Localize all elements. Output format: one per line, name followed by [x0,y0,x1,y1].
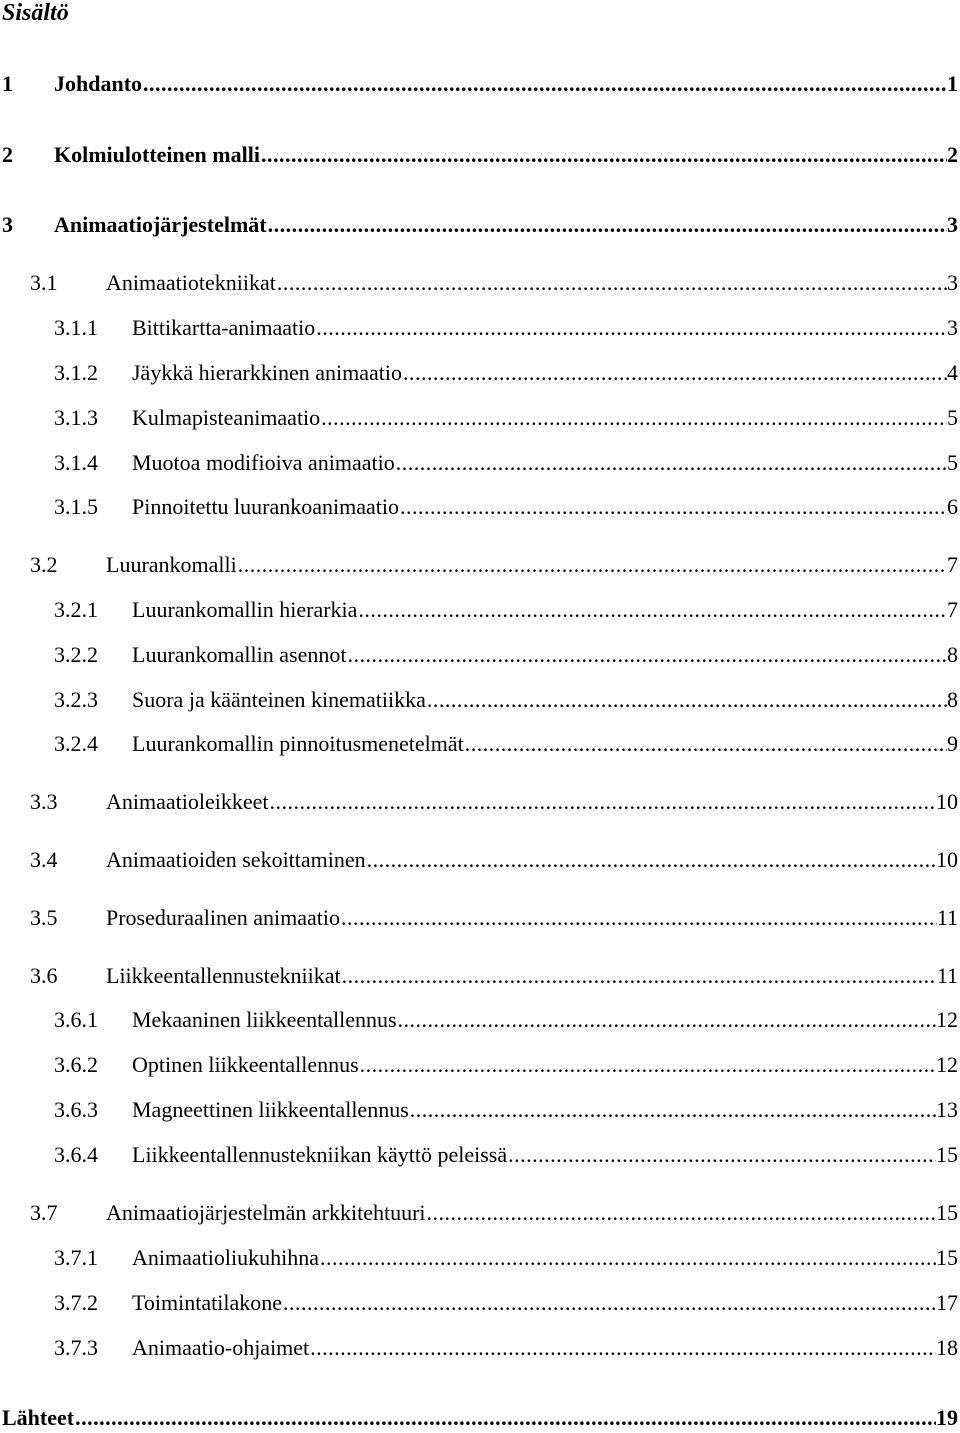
toc-entry-label: Lähteet [2,1405,75,1430]
toc-entry-label: Liikkeentallennustekniikan käyttö peleissä [132,1142,508,1167]
toc-entry-page-number: 1 [947,71,958,96]
toc-entry[interactable] [0,268,958,298]
toc-entry-number: 3.1.4 [54,450,98,475]
toc-title: Sisältö [2,0,69,26]
toc-entry-number: 3 [2,212,13,237]
dot-leader [402,358,947,388]
toc-entry-number: 2 [2,142,13,167]
toc-entry-page-number: 3 [947,315,958,340]
toc-entry-page-number: 19 [936,1405,958,1430]
toc-entry[interactable] [0,685,958,715]
toc-entry[interactable] [0,313,958,343]
toc-entry-page-number: 17 [936,1290,958,1315]
toc-entry-page-number: 9 [947,731,958,756]
toc-entry[interactable] [0,903,958,933]
toc-entry-number: 3.6.3 [54,1097,98,1122]
toc-entry-label: Mekaaninen liikkeentallennus [132,1007,397,1032]
toc-entry[interactable] [0,1333,958,1363]
toc-entry-number: 3.1 [30,270,58,295]
toc-entry-label: Luurankomalli [106,552,237,577]
toc-entry-number: 3.7.3 [54,1335,98,1360]
dot-leader [464,729,947,759]
toc-entry[interactable] [0,1050,958,1080]
toc-entry-page-number: 3 [947,212,958,237]
dot-leader [357,595,947,625]
dot-leader [341,961,937,991]
toc-entry-label: Toimintatilakone [132,1290,282,1315]
toc-entry-page-number: 6 [947,494,958,519]
dot-leader [276,268,947,298]
toc-entry-page-number: 15 [936,1142,958,1167]
toc-entry-label: Suora ja käänteinen kinematiikka [132,687,426,712]
dot-leader [395,448,947,478]
toc-entry-label: Magneettinen liikkeentallennus [132,1097,409,1122]
dot-leader [309,1333,936,1363]
toc-entry-number: 3.2 [30,552,58,577]
toc-entry-label: Animaatiojärjestelmän arkkitehtuuri [106,1200,426,1225]
toc-entry[interactable] [0,550,958,580]
dot-leader [426,685,947,715]
dot-leader [269,787,937,817]
dot-leader [142,69,947,99]
toc-entry-page-number: 15 [936,1200,958,1225]
toc-entry-page-number: 2 [947,142,958,167]
toc-entry-label: Animaatioleikkeet [106,789,269,814]
toc-entry[interactable] [0,69,958,99]
toc-entry[interactable] [0,358,958,388]
dot-leader [319,1243,936,1273]
toc-entry-page-number: 12 [936,1007,958,1032]
toc-entry[interactable] [0,961,958,991]
toc-entry-number: 3.2.2 [54,642,98,667]
dot-leader [397,1005,936,1035]
toc-entry-label: Kolmiulotteinen malli [54,142,260,167]
toc-entry-label: Liikkeentallennustekniikat [106,963,341,988]
dot-leader [315,313,947,343]
dot-leader [399,492,947,522]
dot-leader [267,210,947,240]
toc-entry-page-number: 12 [936,1052,958,1077]
toc-entry-label: Bittikartta-animaatio [132,315,316,340]
toc-entry-page-number: 8 [947,687,958,712]
dot-leader [409,1095,936,1125]
dot-leader [426,1198,936,1228]
dot-leader [359,1050,936,1080]
toc-entry-number: 3.6.4 [54,1142,98,1167]
toc-entry-page-number: 11 [936,905,958,930]
toc-entry-label: Jäykkä hierarkkinen animaatio [132,360,403,385]
dot-leader [260,140,947,170]
toc-entry-label: Luurankomallin hierarkia [132,597,358,622]
toc-entry[interactable] [0,403,958,433]
toc-entry-page-number: 4 [947,360,958,385]
dot-leader [507,1140,936,1170]
toc-entry-number: 3.1.5 [54,494,98,519]
toc-entry-page-number: 11 [936,963,958,988]
toc-entry-label: Animaatioliukuhihna [132,1245,319,1270]
toc-entry-number: 3.2.3 [54,687,98,712]
toc-entry-page-number: 10 [936,789,958,814]
dot-leader [346,640,947,670]
toc-entry[interactable] [0,210,958,240]
toc-entry-number: 3.6.2 [54,1052,98,1077]
toc-entry[interactable] [0,729,958,759]
toc-entry-label: Johdanto [54,71,143,96]
toc-entry[interactable] [0,492,958,522]
dot-leader [282,1288,936,1318]
toc-entry-page-number: 3 [947,270,958,295]
toc-entry-number: 3.1.3 [54,405,98,430]
toc-entry-number: 3.7.1 [54,1245,98,1270]
toc-entry-number: 3.5 [30,905,58,930]
toc-entry-number: 3.4 [30,847,58,872]
dot-leader [74,1403,936,1433]
toc-entry[interactable] [0,448,958,478]
toc-entry-label: Proseduraalinen animaatio [106,905,340,930]
toc-entry-page-number: 5 [947,405,958,430]
toc-entry-label: Optinen liikkeentallennus [132,1052,359,1077]
toc-entry-label: Luurankomallin pinnoitusmenetelmät [132,731,464,756]
toc-entry[interactable] [0,1140,958,1170]
toc-entry-page-number: 5 [947,450,958,475]
toc-entry[interactable] [0,787,958,817]
toc-entry-number: 3.2.1 [54,597,98,622]
dot-leader [237,550,947,580]
dot-leader [366,845,936,875]
toc-entry-number: 3.1.2 [54,360,98,385]
toc-entry-label: Animaatiotekniikat [106,270,276,295]
toc-entry[interactable] [0,1243,958,1273]
toc-entry-page-number: 7 [947,597,958,622]
toc-entry-page-number: 7 [947,552,958,577]
toc-entry-number: 3.1.1 [54,315,98,340]
toc-entry[interactable] [0,1095,958,1125]
toc-entry-page-number: 15 [936,1245,958,1270]
toc-entry-number: 3.3 [30,789,58,814]
toc-entry[interactable] [0,1005,958,1035]
toc-entry-number: 1 [2,71,13,96]
toc-entry[interactable] [0,845,958,875]
dot-leader [320,403,947,433]
toc-entry-label: Kulmapisteanimaatio [132,405,321,430]
toc-entry[interactable] [0,1288,958,1318]
toc-entry[interactable] [0,595,958,625]
toc-entry-page-number: 18 [936,1335,958,1360]
toc-entry[interactable] [0,640,958,670]
toc-entry[interactable] [0,1403,958,1433]
toc-entry-label: Muotoa modifioiva animaatio [132,450,395,475]
toc-entry[interactable] [0,1198,958,1228]
dot-leader [340,903,937,933]
toc-entry-number: 3.6 [30,963,58,988]
toc-entry-label: Animaatiojärjestelmät [54,212,267,237]
toc-entry-label: Animaatioiden sekoittaminen [106,847,366,872]
toc-entry-page-number: 8 [947,642,958,667]
toc-entry-label: Animaatio-ohjaimet [132,1335,310,1360]
toc-entry-page-number: 10 [936,847,958,872]
toc-entry[interactable] [0,140,958,170]
toc-entry-label: Pinnoitettu luurankoanimaatio [132,494,400,519]
toc-entry-page-number: 13 [936,1097,958,1122]
toc-entry-number: 3.2.4 [54,731,98,756]
toc-entry-label: Luurankomallin asennot [132,642,347,667]
toc-entry-number: 3.7 [30,1200,58,1225]
toc-entry-number: 3.6.1 [54,1007,98,1032]
toc-entry-number: 3.7.2 [54,1290,98,1315]
